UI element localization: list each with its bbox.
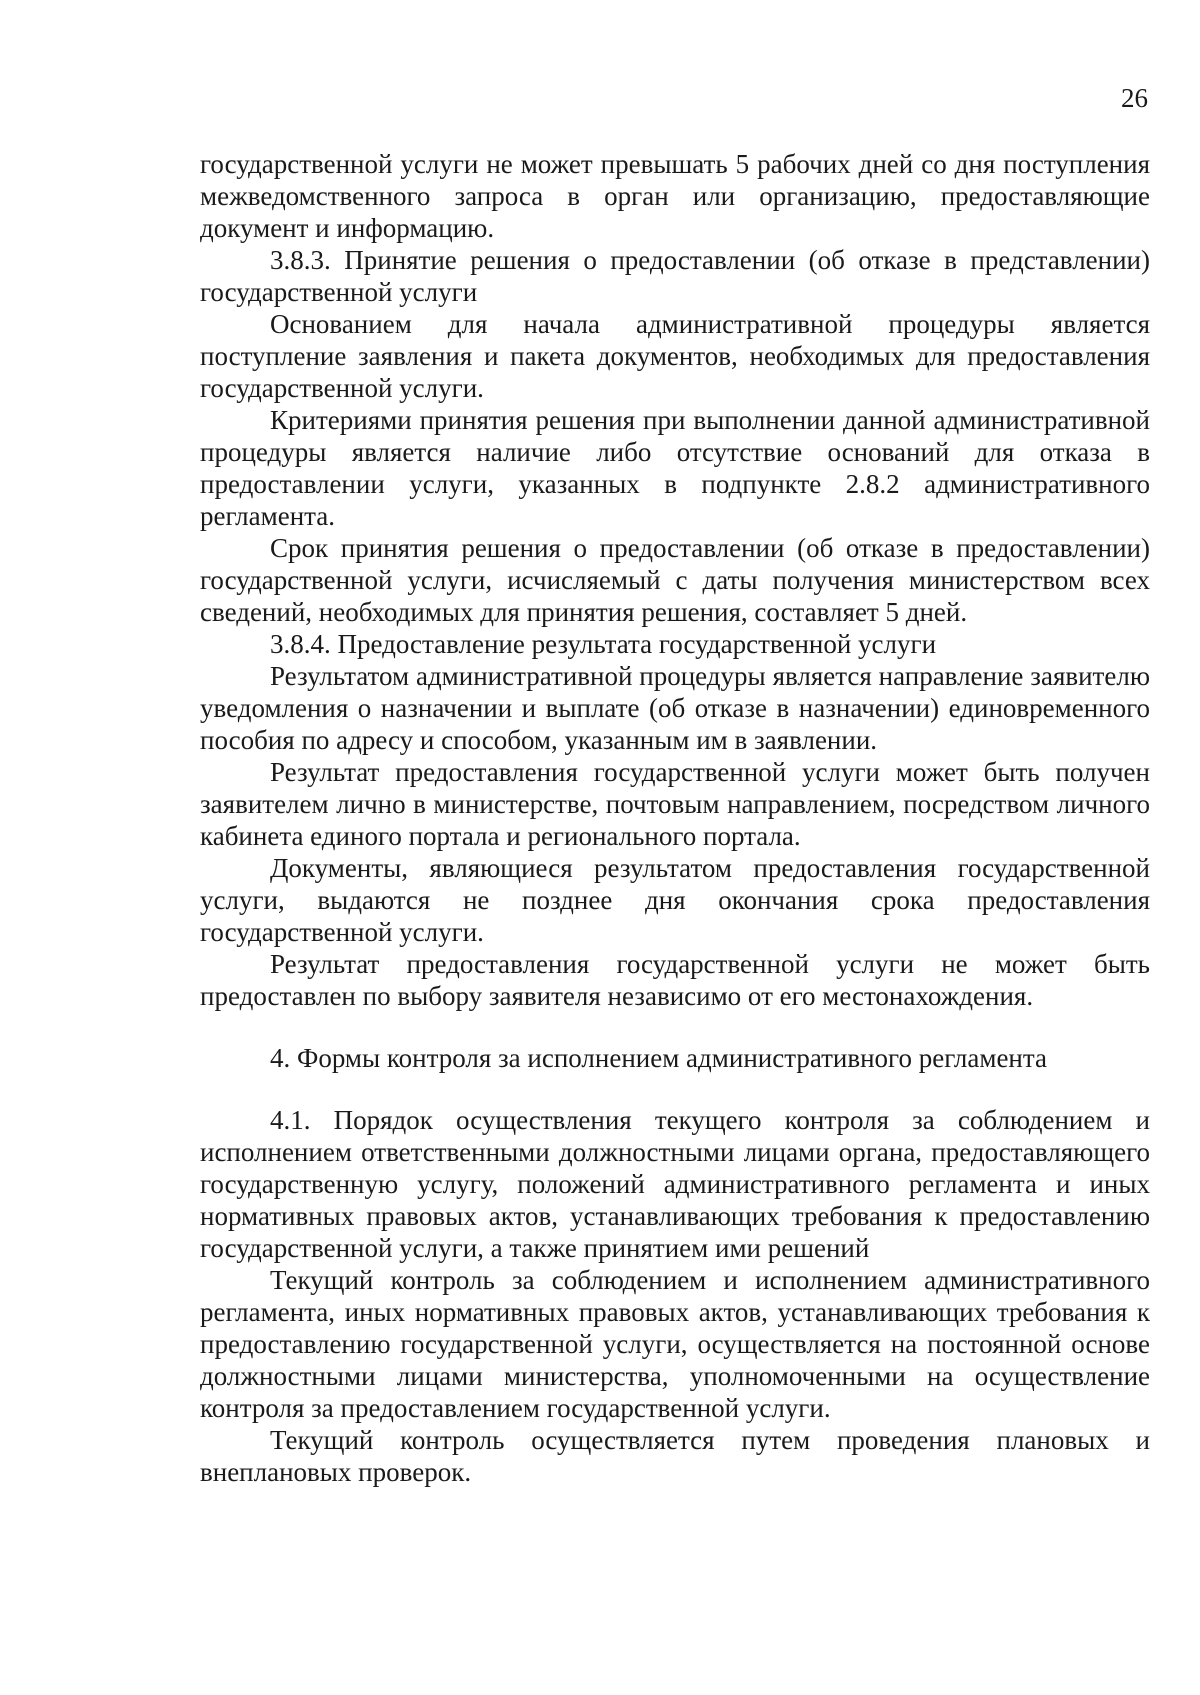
paragraph: Текущий контроль за соблюдением и исполнением административного регламента, иных нормативных правовых актов, устанавливающих требования к предоставлению государственной услуги, осуществляется на постоянной основе должностными лицами министерства, уполномоченными на осуществление контроля за предоставлением государственной услуги. <box>200 1265 1150 1423</box>
paragraph: Срок принятия решения о предоставлении (об отказе в предоставлении) государственной услуги, исчисляемый с даты получения министерством всех сведений, необходимых для принятия решения, составляет 5 дней. <box>200 533 1150 627</box>
paragraph-continuation: государственной услуги не может превышать 5 рабочих дней со дня поступления межведомственного запроса в орган или организацию, предоставляющие документ и информацию. <box>200 149 1150 243</box>
document-body <box>200 148 1150 1488</box>
paragraph: Критериями принятия решения при выполнении данной административной процедуры является наличие либо отсутствие оснований для отказа в предоставлении услуги, указанных в подпункте 2.8.2 административного регламента. <box>200 405 1150 531</box>
paragraph: Текущий контроль осуществляется путем проведения плановых и внеплановых проверок. <box>200 1425 1150 1487</box>
paragraph: Основанием для начала административной процедуры является поступление заявления и пакета документов, необходимых для предоставления государственной услуги. <box>200 309 1150 403</box>
paragraph: Результат предоставления государственной услуги может быть получен заявителем лично в министерстве, почтовым направлением, посредством личного кабинета единого портала и регионального портала. <box>200 757 1150 851</box>
subsection-heading-3-8-3: 3.8.3. Принятие решения о предоставлении (об отказе в представлении) государственной услуги <box>200 245 1150 307</box>
section-title: 4. Формы контроля за исполнением административного регламента <box>270 1043 1047 1073</box>
paragraph: Результат предоставления государственной услуги не может быть предоставлен по выбору заявителя независимо от его местонахождения. <box>200 949 1150 1011</box>
page-number: 26 <box>1121 83 1148 113</box>
subsection-heading-4-1: 4.1. Порядок осуществления текущего контроля за соблюдением и исполнением ответственными должностными лицами органа, предоставляющего государственную услугу, положений административного регламента и иных нормативных правовых актов, устанавливающих требования к предоставлению государственной услуги, а также принятием ими решений <box>200 1105 1150 1263</box>
subsection-heading-3-8-4: 3.8.4. Предоставление результата государственной услуги <box>270 629 937 659</box>
paragraph: Документы, являющиеся результатом предоставления государственной услуги, выдаются не позднее дня окончания срока предоставления государственной услуги. <box>200 853 1150 947</box>
paragraph: Результатом административной процедуры является направление заявителю уведомления о назначении и выплате (об отказе в назначении) единовременного пособия по адресу и способом, указанным им в заявлении. <box>200 661 1150 755</box>
